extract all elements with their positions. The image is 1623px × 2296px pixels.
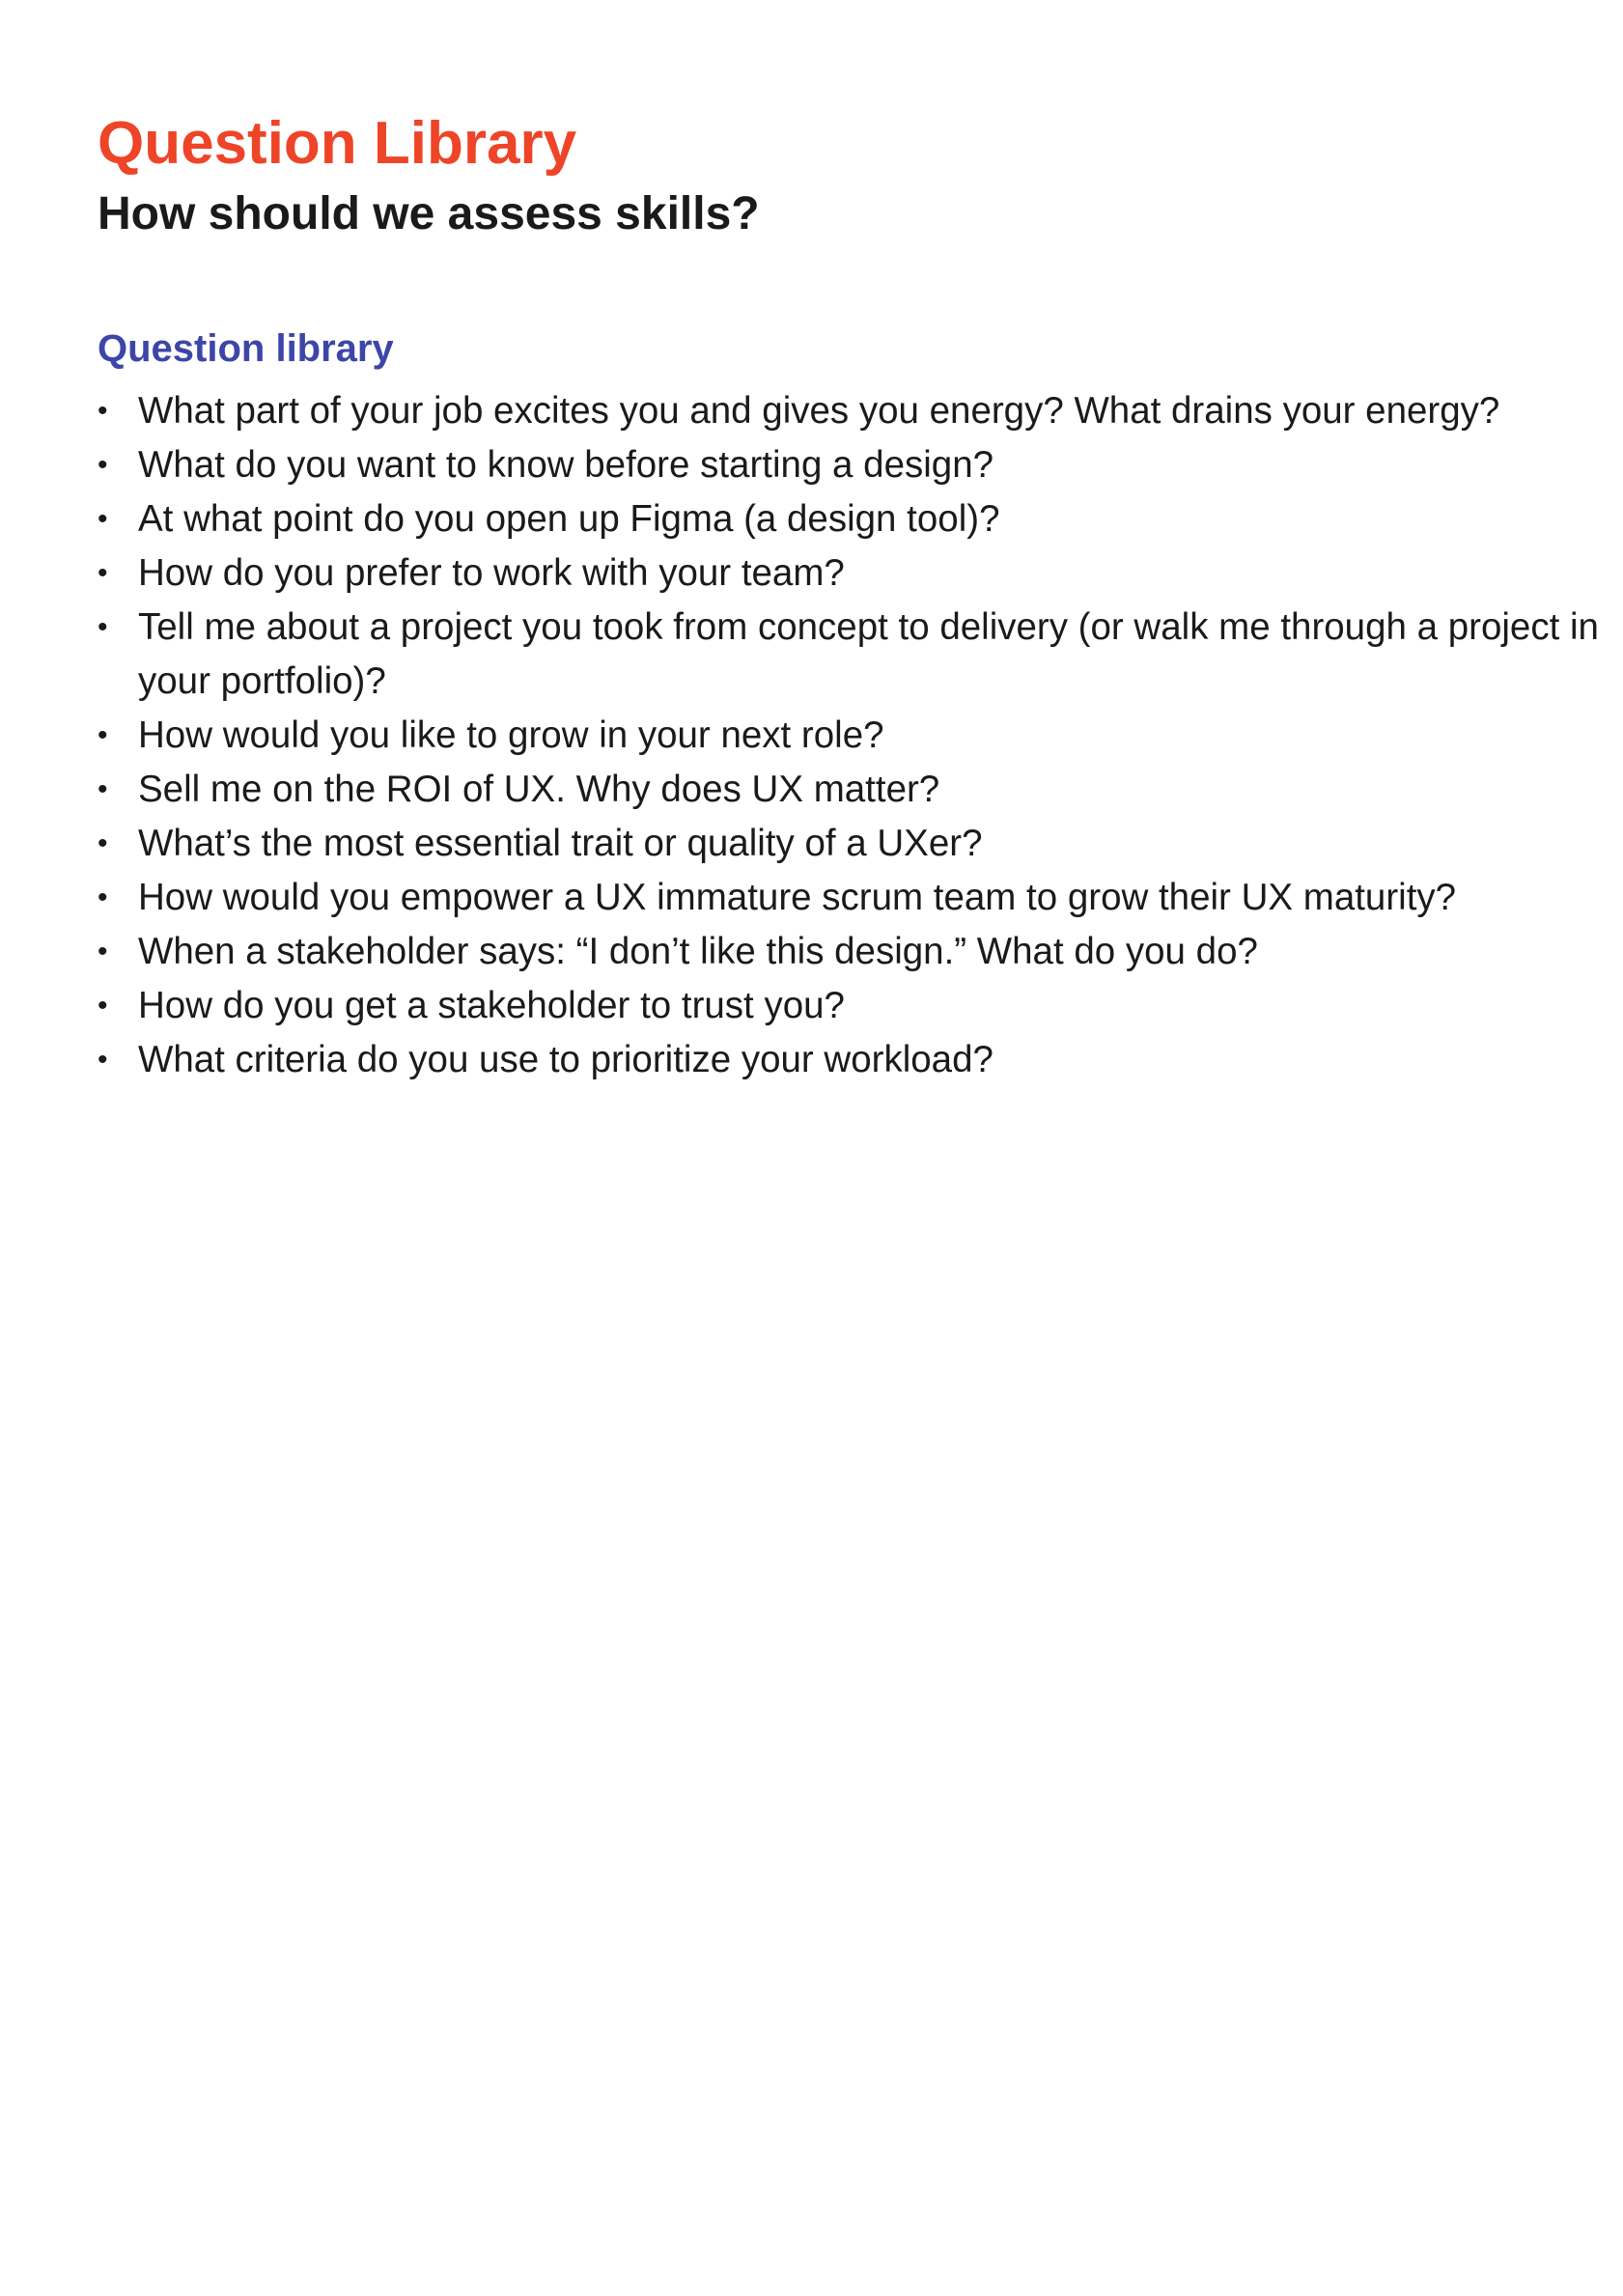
question-item	[98, 492, 1604, 546]
section-heading: Question library	[98, 327, 394, 370]
bullet-icon: •	[98, 611, 108, 643]
question-text: What criteria do you use to prioritize your workload?	[138, 1039, 993, 1080]
bullet-icon: •	[98, 936, 108, 967]
question-text: What’s the most essential trait or quality of a UXer?	[138, 823, 983, 864]
question-text: How would you like to grow in your next role?	[138, 714, 884, 756]
question-text: What part of your job excites you and gives you energy? What drains your energy?	[138, 390, 1500, 432]
question-item	[98, 979, 1604, 1033]
question-item	[98, 763, 1604, 817]
question-list	[98, 384, 1604, 1087]
question-text: At what point do you open up Figma (a design tool)?	[138, 498, 1000, 540]
page-subtitle: How should we assess skills?	[98, 188, 760, 239]
question-text: How do you get a stakeholder to trust you?	[138, 985, 845, 1026]
question-text: Tell me about a project you took from concept to delivery (or walk me through a project in your portfolio)?	[138, 606, 1599, 702]
bullet-icon: •	[98, 449, 108, 481]
question-text: How do you prefer to work with your team?	[138, 552, 845, 594]
question-item	[98, 925, 1604, 979]
bullet-icon: •	[98, 395, 108, 427]
question-text: What do you want to know before starting a design?	[138, 444, 994, 486]
bullet-icon: •	[98, 719, 108, 751]
question-item	[98, 1033, 1604, 1087]
bullet-icon: •	[98, 990, 108, 1022]
bullet-icon: •	[98, 773, 108, 805]
bullet-icon: •	[98, 827, 108, 859]
question-text: How would you empower a UX immature scrum team to grow their UX maturity?	[138, 877, 1457, 918]
question-item	[98, 709, 1604, 763]
question-item	[98, 438, 1604, 492]
question-item	[98, 384, 1604, 438]
document-page	[98, 104, 1604, 1087]
bullet-icon: •	[98, 557, 108, 589]
bullet-icon: •	[98, 882, 108, 913]
question-text: When a stakeholder says: “I don’t like this design.” What do you do?	[138, 931, 1258, 972]
page-title: Question Library	[98, 110, 577, 177]
question-item	[98, 871, 1604, 925]
question-text: Sell me on the ROI of UX. Why does UX matter?	[138, 769, 940, 810]
question-item	[98, 817, 1604, 871]
question-item	[98, 601, 1604, 709]
bullet-icon: •	[98, 503, 108, 535]
question-item	[98, 546, 1604, 601]
bullet-icon: •	[98, 1044, 108, 1076]
